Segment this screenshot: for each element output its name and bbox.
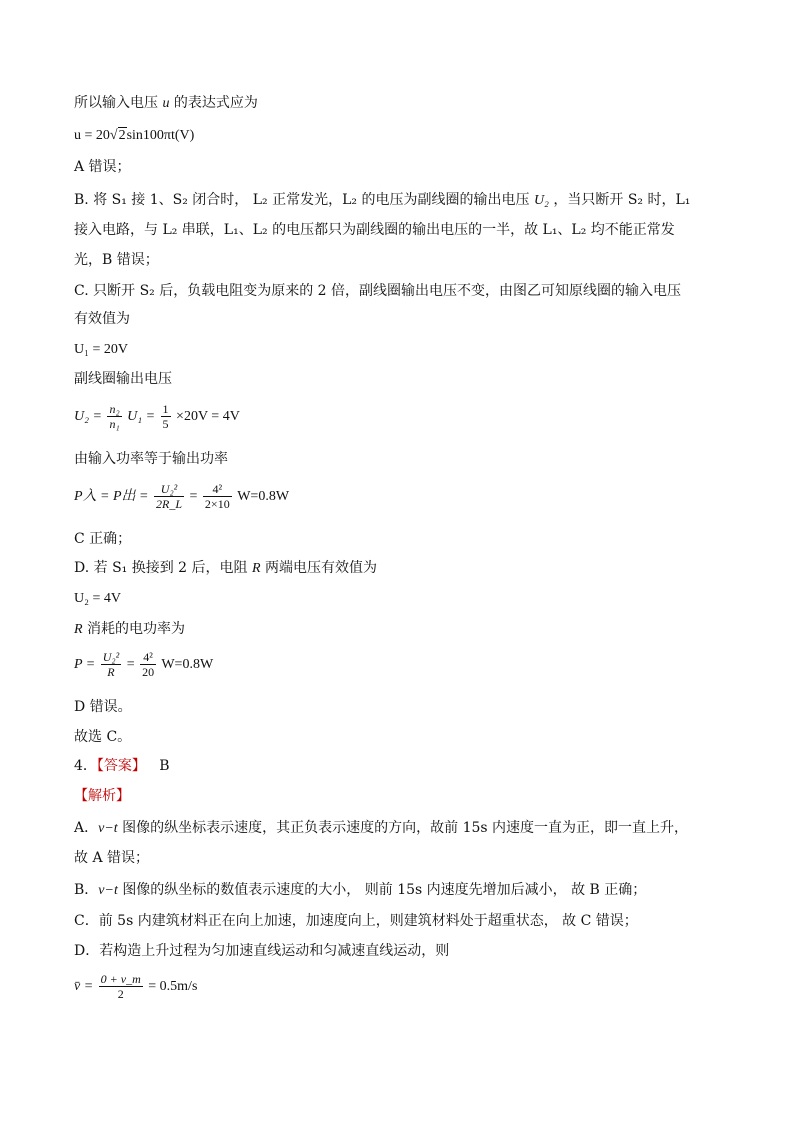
text: 所以输入电压	[74, 95, 158, 111]
line-c2	[74, 309, 130, 329]
analysis-label: 【解析】	[74, 788, 130, 804]
numerator: 4²	[140, 650, 156, 665]
formula-u2-4v	[74, 589, 121, 609]
text: 有效值为	[74, 311, 130, 327]
line-c1	[74, 281, 681, 301]
text: B. 将 S₁ 接 1、S₂ 闭合时， L₂ 正常发光，L₂ 的电压为副线圈的输出电压	[74, 192, 530, 208]
formula-rhs: W=0.8W	[161, 657, 214, 672]
formula-u2-ratio	[74, 400, 240, 434]
var-r: R	[252, 561, 261, 576]
text: D 错误。	[74, 699, 132, 715]
answer-value: B	[159, 758, 170, 774]
text: 故 A 错误；	[74, 850, 150, 866]
question-number: 4．	[74, 758, 97, 774]
line-qa2	[74, 848, 149, 868]
equals: =	[126, 657, 135, 672]
line-qa1	[74, 818, 688, 839]
var-vt: v−t	[98, 821, 118, 836]
denominator: 2	[117, 987, 124, 1002]
sqrt-arg: 2	[118, 128, 126, 143]
var-u2: U₂	[533, 193, 549, 208]
formula: U₁ = 20V	[74, 342, 128, 357]
line-qc	[74, 911, 638, 931]
formula-power-in-out	[74, 480, 289, 514]
text: ，当只断开 S₂ 时，L₁	[553, 192, 691, 208]
text: D. 若 S₁ 换接到 2 后，电阻	[74, 560, 248, 576]
line-b3	[74, 250, 159, 270]
numerator: U₂²	[102, 650, 120, 665]
line-jiexi	[74, 786, 130, 806]
line-d1	[74, 558, 377, 579]
formula: U₂ = 4V	[74, 591, 121, 606]
denominator: 20	[142, 665, 155, 680]
text: 图像的纵坐标的数值表示速度的大小， 则前 15s 内速度先增加后减小， 故 B 正确；	[122, 882, 647, 898]
text: C. 只断开 S₂ 后，负载电阻变为原来的 2 倍，副线圈输出电压不变，由图乙可知原线圈的输入电压	[74, 283, 682, 299]
line-c-right	[74, 529, 131, 549]
numerator: U₂²	[154, 482, 184, 497]
line-b2	[74, 220, 675, 240]
formula-average-velocity	[74, 970, 197, 1004]
line-q4-answer	[74, 756, 170, 776]
formula-lhs: U₂ =	[74, 409, 102, 424]
text: 副线圈输出电压	[74, 371, 172, 387]
formula-lhs: v̄ =	[74, 979, 94, 994]
fraction-u2sq-r	[101, 650, 121, 679]
text: 光，B 错误；	[74, 252, 159, 268]
formula-rhs: = 0.5m/s	[148, 979, 198, 994]
text: 的表达式应为	[173, 95, 258, 111]
fraction-vm-2	[99, 972, 143, 1001]
line-choose	[74, 727, 131, 747]
formula-rhs: ×20V = 4V	[176, 409, 240, 424]
numerator: n₂	[109, 402, 120, 417]
line-d-wrong	[74, 697, 132, 717]
formula-u-expression: u = 20√2sin100πt(V)	[74, 128, 195, 143]
line-c3	[74, 369, 172, 389]
denominator: 2R_L	[156, 497, 183, 512]
formula-lhs: P =	[74, 657, 96, 672]
line-a-wrong	[74, 157, 131, 177]
answer-label: 【答案】	[96, 758, 146, 774]
var-u: u	[162, 96, 170, 111]
fraction-16-20	[203, 482, 232, 511]
denominator: 5	[162, 417, 169, 432]
text: 故选 C。	[74, 729, 132, 745]
denominator: 2×10	[204, 497, 230, 512]
fraction-1-5	[161, 402, 171, 431]
text: A．	[74, 820, 99, 836]
formula-rhs: sin100πt(V)	[126, 128, 195, 143]
fraction-n2-n1	[107, 402, 121, 431]
text: 由输入功率等于输出功率	[74, 451, 228, 467]
formula-power-r	[74, 648, 213, 682]
equals: =	[189, 489, 198, 504]
text: 图像的纵坐标表示速度，其正负表示速度的方向，故前 15s 内速度一直为正，即一直上升，	[122, 820, 689, 836]
text: C．前 5s 内建筑材料正在向上加速，加速度向上，则建筑材料处于超重状态， 故 C 错误；	[74, 913, 638, 929]
line-d2	[74, 619, 185, 640]
formula-lhs: P入 = P出 =	[74, 489, 149, 504]
text: 两端电压有效值为	[265, 560, 378, 576]
text: D．若构造上升过程为匀加速直线运动和匀减速直线运动，则	[74, 943, 450, 959]
formula-rhs: W=0.8W	[237, 489, 290, 504]
formula-u1	[74, 340, 128, 360]
text: B．	[74, 882, 99, 898]
text: A 错误；	[74, 159, 131, 175]
numerator: 0 + v_m	[100, 972, 141, 987]
formula-mid: U₁ =	[127, 409, 156, 424]
line-c4	[74, 449, 228, 469]
numerator: 1	[162, 402, 169, 417]
line-input-voltage-intro	[74, 93, 258, 114]
line-qd	[74, 941, 449, 961]
fraction-16-20	[140, 650, 156, 679]
text: C 正确；	[74, 531, 132, 547]
line-b1	[74, 190, 690, 211]
denominator: n₁	[109, 417, 120, 432]
line-qb	[74, 880, 646, 901]
text: 消耗的电功率为	[87, 621, 186, 637]
fraction-u2sq-2rl	[154, 482, 184, 511]
numerator: 4²	[203, 482, 232, 497]
text: 接入电路，与 L₂ 串联，L₁、L₂ 的电压都只为副线圈的输出电压的一半，故 L₁、L₂ 均不能正常发	[74, 222, 675, 238]
var-r: R	[74, 622, 83, 637]
var-vt: v−t	[98, 883, 118, 898]
denominator: R	[107, 665, 115, 680]
formula-lhs: u = 20	[74, 128, 110, 143]
